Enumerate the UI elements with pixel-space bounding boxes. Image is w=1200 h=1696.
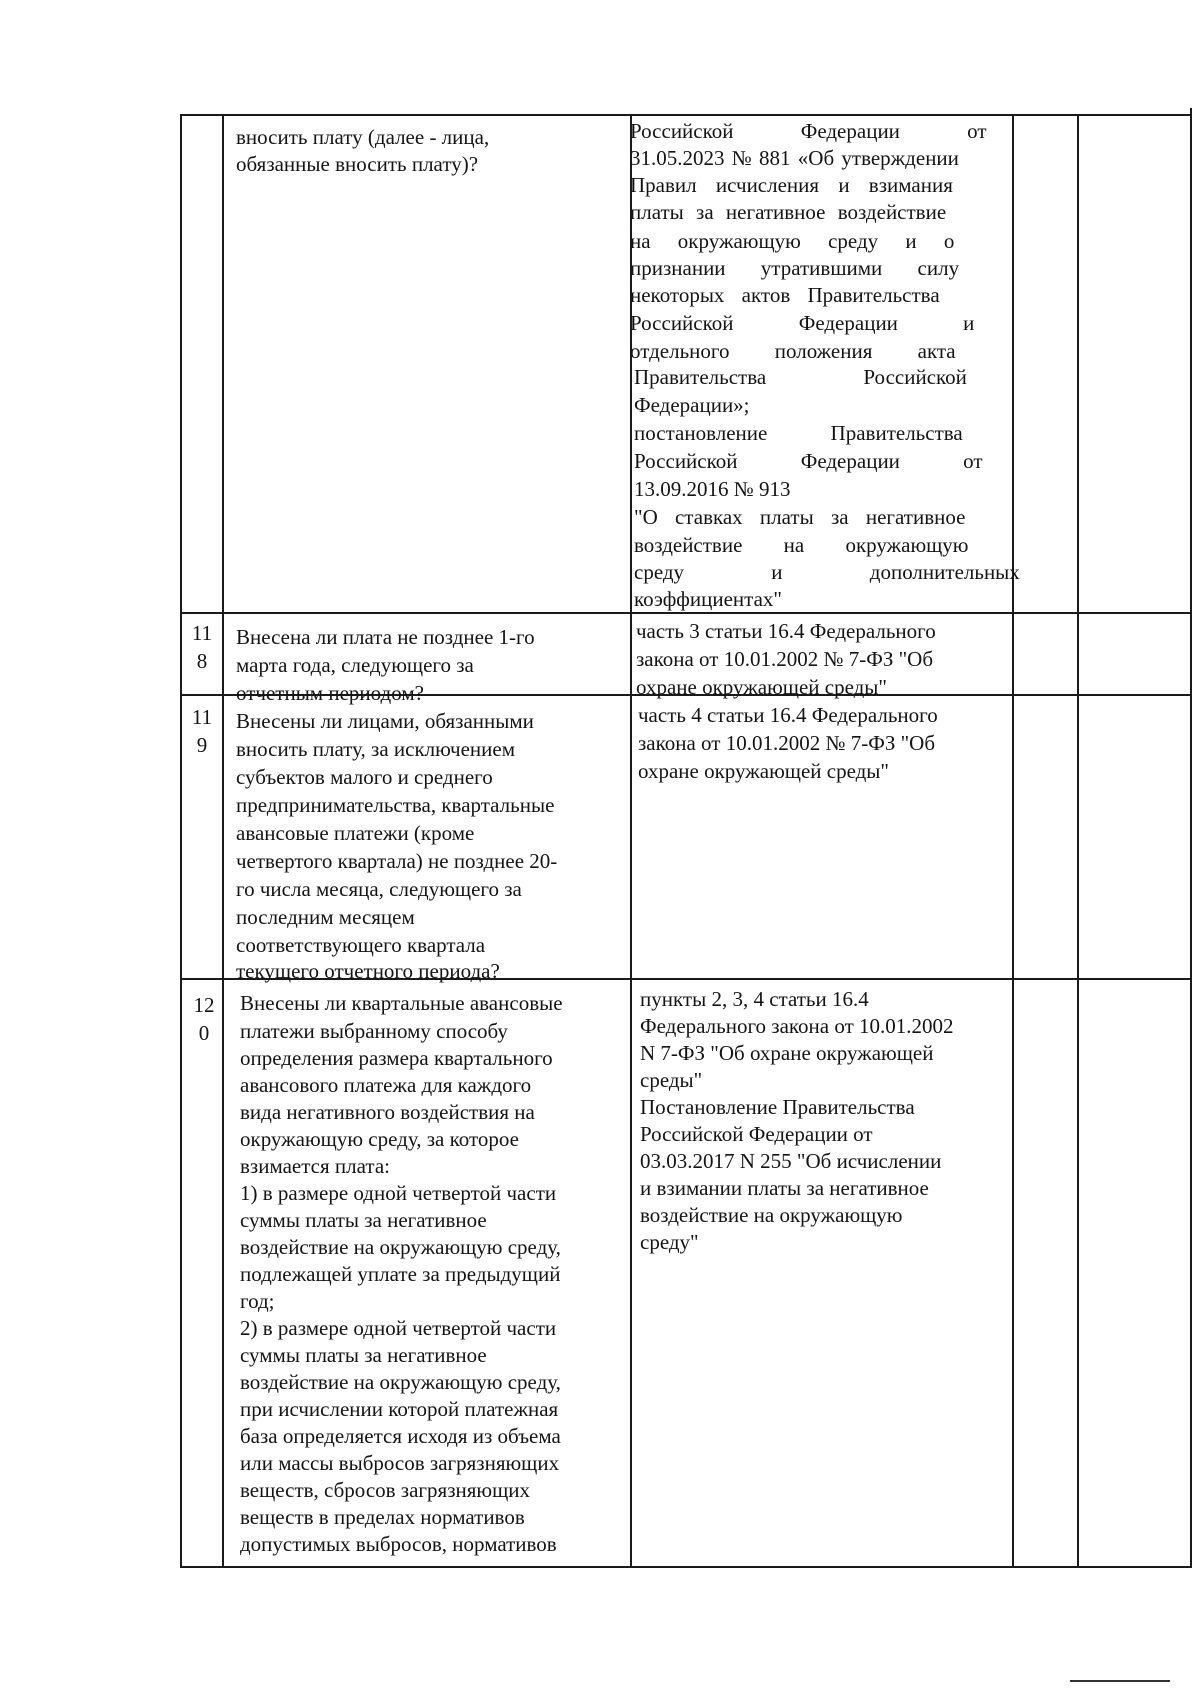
basis-line: N 7-ФЗ "Об охране окружающей (640, 1041, 934, 1065)
basis-line: Российской Федерации от (640, 1122, 873, 1146)
question-line: вносить плату, за исключением (236, 737, 515, 761)
question-line: текущего отчетного периода? (236, 959, 500, 983)
question-line: веществ, сбросов загрязняющих (240, 1478, 530, 1502)
question-line: субъектов малого и среднего (236, 765, 493, 789)
question-line: го числа месяца, следующего за (236, 877, 522, 901)
row-number: 0 (198, 1021, 210, 1045)
basis-line: охране окружающей среды" (638, 759, 889, 783)
question-line: вносить плату (далее - лица, (236, 125, 490, 149)
question-line: подлежащей уплате за предыдущий (240, 1262, 561, 1286)
basis-line: Российской Федерации и (630, 311, 975, 335)
basis-line: Постановление Правительства (640, 1095, 915, 1119)
question-line: окружающую среду, за которое (240, 1127, 519, 1151)
basis-line: Правительства Российской (634, 365, 967, 389)
row-number: 11 (191, 705, 213, 729)
basis-line: часть 4 статьи 16.4 Федерального (638, 703, 938, 727)
row-number: 12 (193, 993, 215, 1017)
basis-line: 31.05.2023 № 881 «Об утверждении (630, 146, 959, 170)
basis-line: Федерального закона от 10.01.2002 (640, 1014, 954, 1038)
question-line: 2) в размере одной четвертой части (240, 1316, 557, 1340)
table-top-border (180, 114, 1192, 116)
basis-line: среды" (640, 1068, 703, 1092)
question-line: определения размера квартального (240, 1046, 553, 1070)
question-line: отчетным периодом? (236, 681, 424, 705)
question-line: Внесена ли плата не позднее 1-го (236, 625, 535, 649)
column-divider-basis (1012, 114, 1014, 1568)
basis-line: Правил исчисления и взимания (630, 173, 953, 197)
question-line: или массы выбросов загрязняющих (240, 1451, 560, 1475)
basis-line: часть 3 статьи 16.4 Федерального (636, 619, 936, 643)
basis-line: и взимании платы за негативное (640, 1176, 929, 1200)
question-line: взимается плата: (240, 1154, 390, 1178)
question-line: воздействие на окружающую среду, (240, 1370, 561, 1394)
table-bottom-border (180, 1566, 1192, 1568)
basis-line: платы за негативное воздействие (630, 200, 947, 224)
column-divider-extra (1077, 114, 1079, 1568)
question-line: при исчислении которой платежная (240, 1397, 559, 1421)
question-line: последним месяцем (236, 905, 415, 929)
row-number: 8 (196, 649, 208, 673)
basis-line: среду и дополнительных (634, 560, 1020, 584)
basis-line: некоторых актов Правительства (630, 283, 940, 307)
question-line: соответствующего квартала (236, 933, 486, 957)
question-line: авансовые платежи (кроме (236, 821, 475, 845)
footer-rule (1070, 1680, 1170, 1682)
basis-line: Российской Федерации от (630, 119, 987, 143)
question-line: марта года, следующего за (236, 653, 474, 677)
basis-line: закона от 10.01.2002 № 7-ФЗ "Об (636, 647, 934, 671)
question-line: Внесены ли лицами, обязанными (236, 709, 534, 733)
basis-line: коэффициентах" (634, 587, 782, 611)
question-line: год; (240, 1289, 275, 1313)
basis-line: пункты 2, 3, 4 статьи 16.4 (640, 987, 869, 1011)
question-line: допустимых выбросов, нормативов (240, 1532, 557, 1556)
basis-line: "О ставках платы за негативное (634, 505, 966, 529)
question-line: авансового платежа для каждого (240, 1073, 532, 1097)
basis-line: среду" (640, 1230, 699, 1254)
basis-line: Федерации»; (634, 393, 750, 417)
basis-line: постановление Правительства (634, 421, 963, 445)
basis-line: воздействие на окружающую (640, 1203, 903, 1227)
row-number: 9 (196, 733, 208, 757)
question-line: предпринимательства, квартальные (236, 793, 555, 817)
question-line: воздействие на окружающую среду, (240, 1235, 561, 1259)
basis-line: Российской Федерации от (634, 449, 983, 473)
basis-line: отдельного положения акта (630, 339, 956, 363)
basis-line: 03.03.2017 N 255 "Об исчислении (640, 1149, 942, 1173)
basis-line: воздействие на окружающую (634, 533, 969, 557)
basis-line: на окружающую среду и о (630, 229, 955, 253)
question-line: 1) в размере одной четвертой части (240, 1181, 557, 1205)
table-right-border (1190, 108, 1192, 1568)
basis-line: закона от 10.01.2002 № 7-ФЗ "Об (638, 731, 936, 755)
question-line: база определяется исходя из объема (240, 1424, 561, 1448)
question-line: суммы платы за негативное (240, 1343, 487, 1367)
question-line: суммы платы за негативное (240, 1208, 487, 1232)
question-line: Внесены ли квартальные авансовые (240, 991, 563, 1015)
table-left-border (180, 114, 182, 1568)
question-line: платежи выбранному способу (240, 1019, 508, 1043)
question-line: вида негативного воздействия на (240, 1100, 535, 1124)
column-divider-number (222, 114, 224, 1568)
basis-line: охране окружающей среды" (636, 675, 887, 699)
question-line: веществ в пределах нормативов (240, 1505, 525, 1529)
question-line: четвертого квартала) не позднее 20- (236, 849, 558, 873)
basis-line: признании утратившими силу (630, 256, 960, 280)
question-line: обязанные вносить плату)? (236, 152, 479, 176)
row-number: 11 (191, 621, 213, 645)
basis-line: 13.09.2016 № 913 (634, 477, 791, 501)
